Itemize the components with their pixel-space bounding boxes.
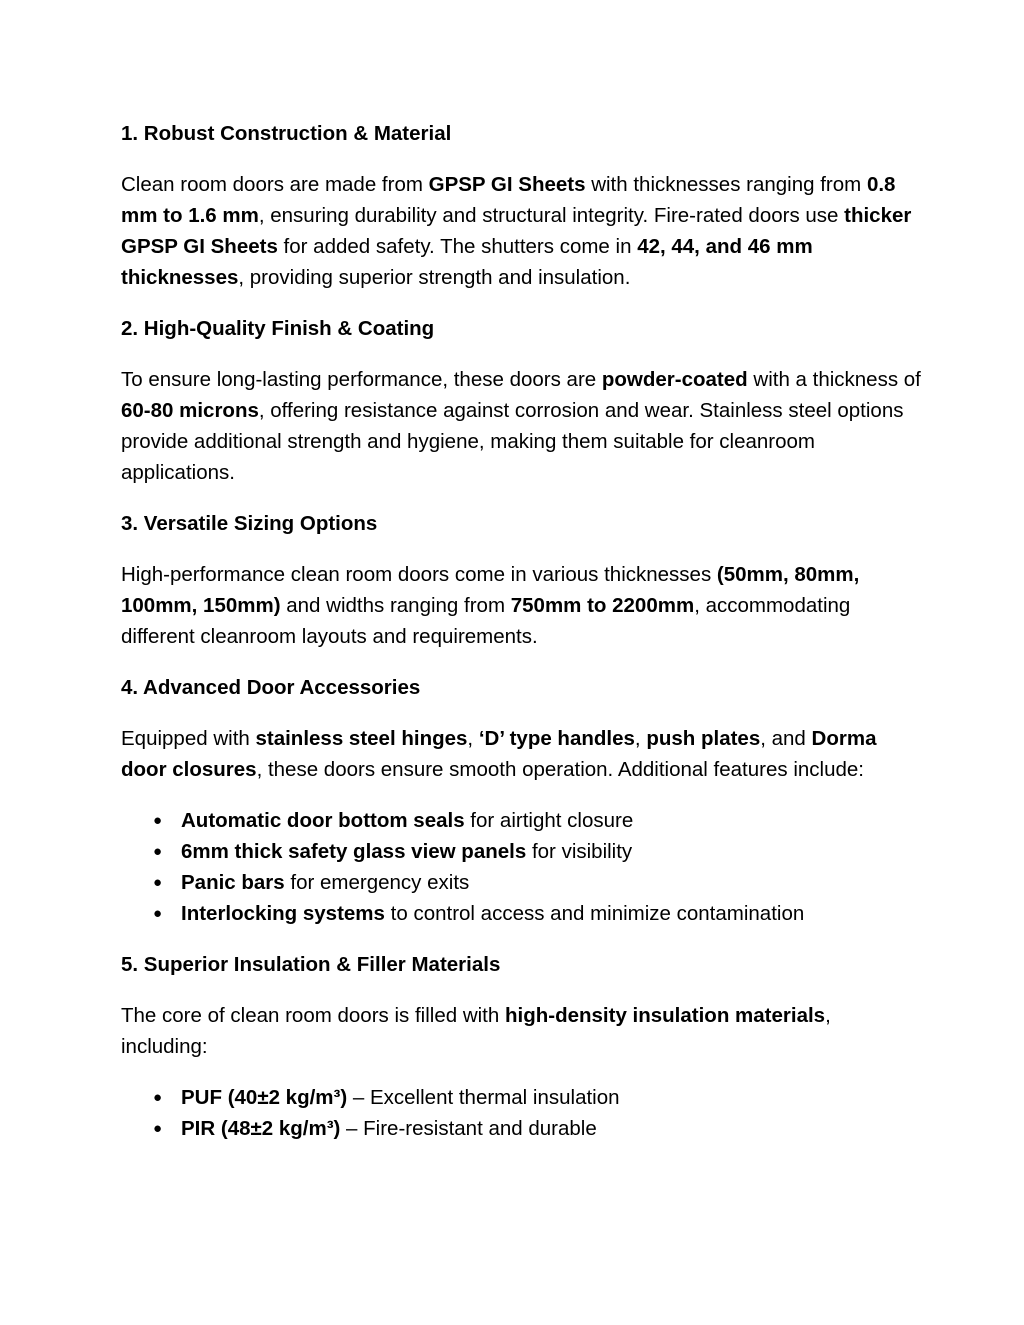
bold-text: Panic bars — [181, 871, 285, 894]
section-heading: 5. Superior Insulation & Filler Materials — [121, 953, 501, 976]
section-heading: 1. Robust Construction & Material — [121, 122, 452, 145]
text-run: , including: — [121, 1004, 831, 1058]
section — [121, 949, 921, 1144]
bold-text: high-density insulation materials — [504, 1004, 826, 1027]
section-heading: 3. Versatile Sizing Options — [121, 512, 378, 535]
bold-text: powder-coated — [601, 368, 748, 391]
text-run: with thicknesses ranging from — [585, 173, 867, 196]
list-item — [121, 1082, 921, 1113]
bold-text: 60-80 microns — [121, 399, 259, 422]
bold-text: 750mm to 2200mm — [510, 594, 695, 617]
list-item — [121, 867, 921, 898]
text-run: , offering resistance against corrosion and wear. Stainless steel options provide additional strength and hygiene, making them suitable for cleanroom applications. — [121, 399, 904, 484]
section-paragraph — [121, 559, 921, 652]
bold-text: 42, 44, and 46 mm thicknesses — [121, 235, 813, 289]
text-run: The core of clean room doors is filled with — [121, 1004, 505, 1027]
section-paragraph — [121, 1000, 921, 1062]
document-page — [121, 118, 921, 1164]
text-run: , providing superior strength and insulation. — [238, 266, 631, 289]
bold-text: thicker GPSP GI Sheets — [121, 204, 912, 258]
bold-text: PUF (40±2 kg/m³) — [181, 1086, 348, 1109]
text-run: Equipped with — [121, 727, 256, 750]
bold-text: PIR (48±2 kg/m³) — [181, 1117, 341, 1140]
bullet-icon: ● — [153, 1089, 163, 1106]
list-item — [121, 898, 921, 929]
bold-text: Interlocking systems — [181, 902, 385, 925]
section-heading: 2. High-Quality Finish & Coating — [121, 317, 435, 340]
text-run: High-performance clean room doors come in various thicknesses — [121, 563, 717, 586]
list-item — [121, 1113, 921, 1144]
text-run: To ensure long-lasting performance, these doors are — [121, 368, 602, 391]
bold-text: Dorma door closures — [121, 727, 877, 781]
section — [121, 313, 921, 488]
text-run: – Excellent thermal insulation — [347, 1086, 620, 1109]
section-paragraph — [121, 723, 921, 785]
section — [121, 508, 921, 652]
bold-text: Automatic door bottom seals — [181, 809, 465, 832]
text-run: with a thickness of — [747, 368, 921, 391]
text-run: , — [634, 727, 647, 750]
bullet-icon: ● — [153, 874, 163, 891]
text-run: , accommodating different cleanroom layouts and requirements. — [121, 594, 851, 648]
section — [121, 672, 921, 929]
text-run: – Fire-resistant and durable — [340, 1117, 597, 1140]
bold-text: 0.8 mm to 1.6 mm — [121, 173, 896, 227]
bullet-icon: ● — [153, 843, 163, 860]
bullet-list — [121, 1082, 921, 1144]
text-run: , — [467, 727, 479, 750]
list-item — [121, 836, 921, 867]
text-run: for airtight closure — [464, 809, 634, 832]
text-run: , these doors ensure smooth operation. Additional features include: — [256, 758, 864, 781]
text-run: Clean room doors are made from — [121, 173, 429, 196]
bullet-list — [121, 805, 921, 929]
bold-text: 6mm thick safety glass view panels — [181, 840, 527, 863]
bullet-icon: ● — [153, 905, 163, 922]
list-item — [121, 805, 921, 836]
text-run: for visibility — [526, 840, 633, 863]
bullet-icon: ● — [153, 812, 163, 829]
text-run: for emergency exits — [284, 871, 470, 894]
text-run: , and — [760, 727, 812, 750]
section — [121, 118, 921, 293]
text-run: , ensuring durability and structural integrity. Fire-rated doors use — [258, 204, 845, 227]
bold-text: stainless steel hinges — [255, 727, 468, 750]
section-paragraph — [121, 169, 921, 293]
bold-text: (50mm, 80mm, 100mm, 150mm) — [121, 563, 860, 617]
bullet-icon: ● — [153, 1120, 163, 1137]
section-heading: 4. Advanced Door Accessories — [121, 676, 421, 699]
bold-text: push plates — [646, 727, 761, 750]
text-run: to control access and minimize contamination — [384, 902, 805, 925]
bold-text: GPSP GI Sheets — [428, 173, 586, 196]
text-run: and widths ranging from — [280, 594, 511, 617]
bold-text: ‘D’ type handles — [478, 727, 635, 750]
section-paragraph — [121, 364, 921, 488]
text-run: for added safety. The shutters come in — [277, 235, 638, 258]
